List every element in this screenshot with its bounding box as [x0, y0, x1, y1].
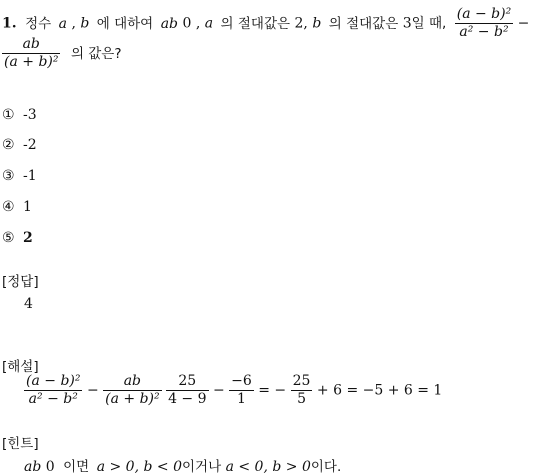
fraction-denominator: 5 — [291, 390, 313, 408]
operator: = − — [258, 382, 287, 399]
fraction — [24, 373, 82, 408]
option-2[interactable] — [2, 137, 37, 153]
zero: 0 — [182, 15, 192, 32]
var-a: a — [204, 15, 214, 32]
fraction — [229, 373, 254, 408]
condition: a > 0, b < 0 — [96, 459, 182, 475]
fraction — [291, 373, 313, 408]
value: 2, — [294, 15, 308, 32]
hint-word: 이면 — [63, 459, 90, 475]
fraction-numerator: ab — [123, 373, 142, 389]
hint-text — [24, 455, 341, 475]
question-text: 에 대하여 — [96, 15, 154, 32]
var-b: b — [80, 15, 90, 32]
fraction-numerator: (a − b)² — [26, 373, 81, 389]
product-ab: ab — [24, 459, 42, 475]
option-value: 2 — [23, 230, 33, 246]
option-1[interactable] — [2, 107, 37, 123]
hint-word: 이다. — [310, 459, 342, 475]
fraction-denominator: (a + b)² — [105, 391, 160, 407]
fraction — [166, 373, 208, 408]
fraction-1 — [455, 6, 513, 41]
product-ab: ab — [160, 15, 178, 32]
comma: , — [195, 15, 201, 32]
fraction-2 — [2, 36, 60, 71]
result: + 6 = −5 + 6 = 1 — [316, 382, 443, 399]
option-value: -2 — [23, 137, 37, 153]
fraction-denominator: 4 − 9 — [168, 391, 207, 407]
option-marker: ⑤ — [2, 230, 15, 246]
minus-sign: − — [517, 15, 530, 32]
fraction-denominator: (a + b)² — [4, 54, 59, 70]
question-text: 의 절대값은 — [220, 15, 291, 32]
fraction-numerator: 25 — [292, 373, 311, 389]
fraction-denominator: a² − b² — [24, 390, 82, 408]
option-4[interactable] — [2, 199, 32, 215]
fraction-denominator: a² − b² — [455, 23, 513, 41]
question-line-2 — [2, 36, 122, 71]
value: 3 — [402, 15, 412, 32]
answer-label: [정답] — [2, 274, 39, 290]
option-value: -1 — [23, 168, 37, 184]
option-marker: ③ — [2, 168, 15, 184]
hint-label: [힌트] — [2, 436, 39, 452]
fraction-numerator: (a − b)² — [456, 6, 512, 22]
fraction-numerator: −6 — [231, 373, 252, 389]
option-3[interactable] — [2, 168, 37, 184]
question-text: 의 값은? — [70, 45, 122, 62]
option-value: 1 — [23, 199, 32, 215]
operator: − — [86, 382, 99, 399]
fraction-numerator: 25 — [178, 373, 197, 389]
option-value: -3 — [23, 107, 37, 123]
var-b: b — [312, 15, 322, 32]
answer-value: 4 — [24, 296, 33, 312]
question-number: 1. — [2, 15, 17, 32]
hint-word: 이거나 — [181, 459, 222, 475]
option-marker: ① — [2, 107, 15, 123]
comma: , — [71, 15, 76, 32]
question-text: 정수 — [25, 15, 52, 32]
explanation-formula — [24, 373, 442, 408]
question-text: 일 때, — [411, 15, 447, 32]
var-a: a — [58, 15, 67, 32]
fraction — [103, 373, 161, 408]
option-5[interactable] — [2, 230, 33, 246]
fraction-numerator: ab — [22, 36, 40, 52]
condition: a < 0, b > 0 — [225, 459, 311, 475]
operator: − — [212, 382, 225, 399]
explanation-label: [해설] — [2, 359, 39, 375]
option-marker: ② — [2, 137, 15, 153]
question-text: 의 절대값은 — [328, 15, 399, 32]
zero: 0 — [45, 459, 55, 475]
option-marker: ④ — [2, 199, 15, 215]
fraction-denominator: 1 — [229, 390, 254, 408]
